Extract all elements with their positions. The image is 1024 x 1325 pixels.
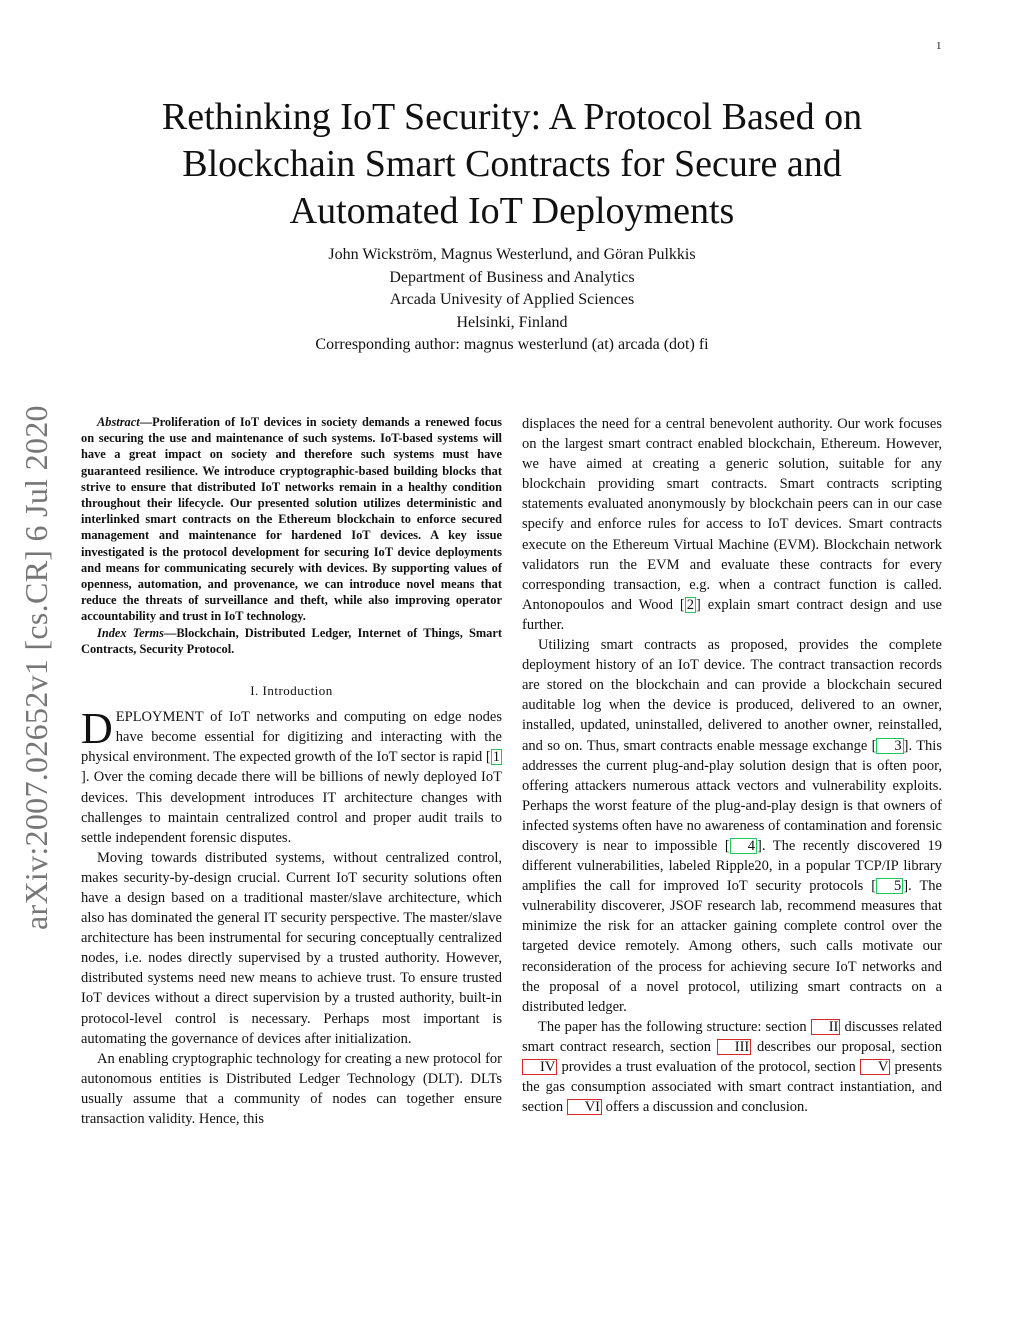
- author-university: Arcada Univesity of Applied Sciences: [389, 291, 635, 308]
- right-p2-start: Utilizing smart contracts as proposed, provides the complete deployment history of an IoT device. The contract transaction records are stored on the blockchain and can provide a blockchain secured auditable log when the device is produced, delivered to an owner, installed, updated, uninstalled, delivered to another owner, reinstalled, and so on. Thus, smart contracts enable message exchange [: [522, 637, 942, 754]
- section-heading-introduction: I. Introduction: [250, 683, 333, 699]
- intro-paragraph-1: [81, 704, 502, 848]
- right-p3-f: offers a discussion and conclusion.: [602, 1099, 808, 1116]
- right-p2-mid2: ]. The recently discovered 19 different vulnerabilities, labeled Ripple20, in a popular TCP/IP library amplifies the call for improved IoT security protocols [: [522, 837, 942, 895]
- right-p2-mid1: ]. This addresses the current plug-and-play solution design that is often poor, offering attackers numerous attack vectors and vulnerability exploits. Perhaps the worst feature of the plug-and-play design is that owners of infected systems often have no awareness of contamination and forensic discovery is near to impossible [: [522, 737, 942, 854]
- section-link-ii[interactable]: II: [811, 1019, 841, 1035]
- right-p1-start: displaces the need for a central benevolent authority. Our work focuses on the largest smart contract enabled blockchain, Ethereum. However, we have aimed at creating a generic solution, suitable for any blockchain providing smart contracts. Smart contracts scripting statements evaluated anonymously by blockchain peers can in our case specify and enforce rules for access to IoT devices. Smart contracts execute on the Ethereum Virtual Machine (EVM). Blockchain network validators run the EVM and evaluate these contracts for every corresponding transaction, e.g. when a contract function is called. Antonopoulos and Wood [: [522, 416, 942, 613]
- index-terms-label: Index Terms: [97, 625, 164, 640]
- arxiv-stamp: arXiv:2007.02652v1 [cs.CR] 6 Jul 2020: [18, 405, 54, 930]
- section-link-iv[interactable]: IV: [522, 1059, 557, 1075]
- title-line-3: Automated IoT Deployments: [289, 190, 735, 232]
- left-column: [81, 414, 502, 1129]
- paper-title: [60, 94, 964, 235]
- citation-link-2[interactable]: 2: [686, 596, 694, 613]
- section-link-iii[interactable]: III: [717, 1039, 752, 1055]
- citation-link-1[interactable]: 1: [492, 749, 500, 766]
- citation-link-5[interactable]: 5: [876, 878, 903, 894]
- author-block: [60, 244, 964, 357]
- right-paragraph-1: [522, 414, 942, 635]
- right-p3-e: presents the gas consumption associated with smart contract instantiation, and section: [522, 1059, 943, 1116]
- abstract-text: —Proliferation of IoT devices in society demands a renewed focus on securing the use and maintenance of such systems. IoT-based systems will have a great impact on society and therefore such systems must have guaranteed resilience. We introduce cryptographic-based building blocks that strive to ensure that distributed IoT networks remain in a healthy condition throughout their lifecycle. Our presented solution utilizes deterministic and interlinked smart contracts on the Ethereum blockchain to enforce secured management and maintenance for hardened IoT devices. A key issue investigated is the protocol development for securing IoT device deployments and means for communicating securely with devices. By supporting values of openness, automation, and provenance, we can introduce novel means that reduce the threats of surveillance and theft, while also improving operator accountability and trust in IoT technology.: [81, 415, 502, 624]
- index-terms-text: —Blockchain, Distributed Ledger, Internet of Things, Smart Contracts, Security Protocol.: [81, 625, 502, 656]
- right-paragraph-3: [522, 1017, 942, 1117]
- right-paragraph-2: [522, 635, 942, 1017]
- author-department: Department of Business and Analytics: [389, 268, 635, 286]
- section-link-vi[interactable]: VI: [567, 1099, 602, 1115]
- abstract: [81, 414, 502, 625]
- title-line-1: Rethinking IoT Security: A Protocol Based on: [161, 96, 863, 138]
- intro-p1-start: EPLOYMENT of IoT networks and computing on edge nodes have become essential for digitizing and interacting with the physical environment. The expected growth of the IoT sector is rapid [: [81, 709, 502, 766]
- corresponding-author: Corresponding author: magnus westerlund (at) arcada (dot) fi: [315, 336, 709, 353]
- dropcap: D: [81, 704, 113, 754]
- citation-link-3[interactable]: 3: [876, 738, 903, 754]
- intro-p1-end: ]. Over the coming decade there will be billions of newly deployed IoT devices. This development introduces IT architecture changes with challenges to maintain centralized control and proper audit trails to settle independent forensic disputes.: [81, 769, 502, 846]
- title-line-2: Blockchain Smart Contracts for Secure and: [182, 143, 842, 185]
- right-p3-d: provides a trust evaluation of the protocol, section: [557, 1059, 860, 1075]
- citation-link-4[interactable]: 4: [730, 838, 757, 854]
- abstract-label: Abstract: [97, 415, 140, 429]
- intro-paragraph-2: Moving towards distributed systems, without centralized control, makes security-by-design crucial. Current IoT security solutions often have a design based on a traditional master/slave architecture, which also has dominated the general IT security perspective. The master/slave architecture has been instrumental for securing conceptually centralized nodes, i.e. nodes directly supervised by a trusted authority. However, distributed systems need new means to achieve trust. To ensure trusted IoT devices without a direct supervision by a trusted authority, built-in protocol-level control is necessary. Perhaps most important is automating the governance of devices after initialization.: [81, 849, 502, 1047]
- page-number: 1: [936, 40, 942, 52]
- section-link-v[interactable]: V: [860, 1059, 890, 1075]
- right-p3-b: discusses related smart contract research, section: [522, 1018, 942, 1055]
- right-column: [522, 414, 942, 1117]
- author-location: Helsinki, Finland: [456, 313, 568, 331]
- right-p3-c: describes our proposal, section: [751, 1038, 942, 1055]
- right-p2-end: ]. The vulnerability discoverer, JSOF research lab, recommend measures that minimize the risk for an attacker gaining complete control over the targeted device remotely. Among others, such calls motivate our reconsideration of the process for achieving secure IoT networks and the proposal of a novel protocol, utilizing smart contracts on a distributed ledger.: [522, 878, 942, 1015]
- index-terms: [81, 625, 502, 657]
- intro-paragraph-3: An enabling cryptographic technology for creating a new protocol for autonomous entities is Distributed Ledger Technology (DLT). DLTs usually assume that a community of nodes can together ensure transaction validity. Hence, this: [81, 1050, 502, 1128]
- right-p1-end: ] explain smart contract design and use further.: [522, 596, 942, 633]
- right-p3-a: The paper has the following structure: section: [538, 1018, 811, 1035]
- author-names: John Wickström, Magnus Westerlund, and Göran Pulkkis: [328, 246, 696, 263]
